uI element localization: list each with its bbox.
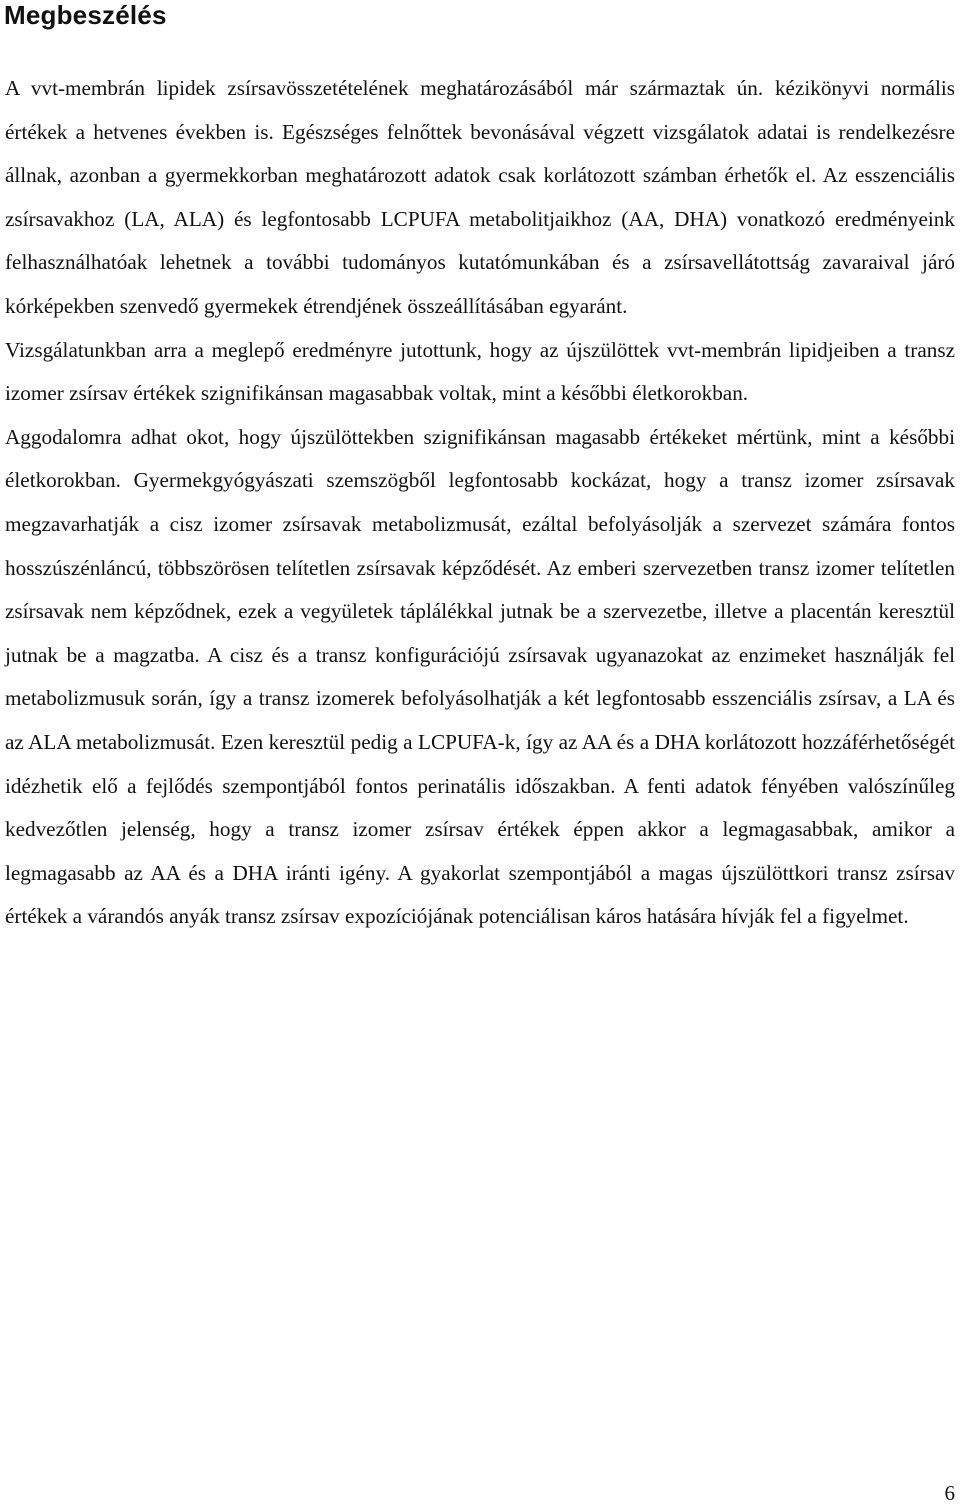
paragraph: A vvt-membrán lipidek zsírsavösszetételének meghatározásából már származtak ún. kézikönyvi normális értékek a hetvenes években is. Egészséges felnőttek bevonásával végzett vizsgálatok adatai is rendelkezésre állnak, azonban a gyermekkorban meghatározott adatok csak korlátozott számban érhetők el. Az esszenciális zsírsavakhoz (LA, ALA) és legfontosabb LCPUFA metabolitjaikhoz (AA, DHA) vonatkozó eredményeink felhasználhatóak lehetnek a további tudományos kutatómunkában és a zsírsavellátottság zavaraival járó kórképekben szenvedő gyermekek étrendjének összeállításában egyaránt. xyxy=(5,76,955,318)
paragraph: Vizsgálatunkban arra a meglepő eredményre jutottunk, hogy az újszülöttek vvt-membrán lipidjeiben a transz izomer zsírsav értékek szignifikánsan magasabbak voltak, mint a későbbi életkorokban. xyxy=(5,337,955,406)
page-number: 6 xyxy=(944,1481,955,1505)
body-text xyxy=(5,67,955,939)
section-heading: Megbeszélés xyxy=(4,0,167,30)
paragraph: Aggodalomra adhat okot, hogy újszülöttekben szignifikánsan magasabb értékeket mértünk, mint a későbbi életkorokban. Gyermekgyógyászati szemszögből legfontosabb kockázat, hogy a transz izomer zsírsavak megzavarhatják a cisz izomer zsírsavak metabolizmusát, ezáltal befolyásolják a szervezet számára fontos hosszúszénláncú, többszörösen telítetlen zsírsavak képződését. Az emberi szervezetben transz izomer telítetlen zsírsavak nem képződnek, ezek a vegyületek táplálékkal jutnak be a szervezetbe, illetve a placentán keresztül jutnak be a magzatba. A cisz és a transz konfigurációjú zsírsavak ugyanazokat az enzimeket használják fel metabolizmusuk során, így a transz izomerek befolyásolhatják a két legfontosabb esszenciális zsírsav, a LA és az ALA metabolizmusát. Ezen keresztül pedig a LCPUFA-k, így az AA és a DHA korlátozott hozzáférhetőségét idézhetik elő a fejlődés szempontjából fontos perinatális időszakban. A fenti adatok fényében valószínűleg kedvezőtlen jelenség, hogy a transz izomer zsírsav értékek éppen akkor a legmagasabbak, amikor a legmagasabb az AA és a DHA iránti igény. A gyakorlat szempontjából a magas újszülöttkori transz zsírsav értékek a várandós anyák transz zsírsav expozíciójának potenciálisan káros hatására hívják fel a figyelmet. xyxy=(5,424,955,929)
